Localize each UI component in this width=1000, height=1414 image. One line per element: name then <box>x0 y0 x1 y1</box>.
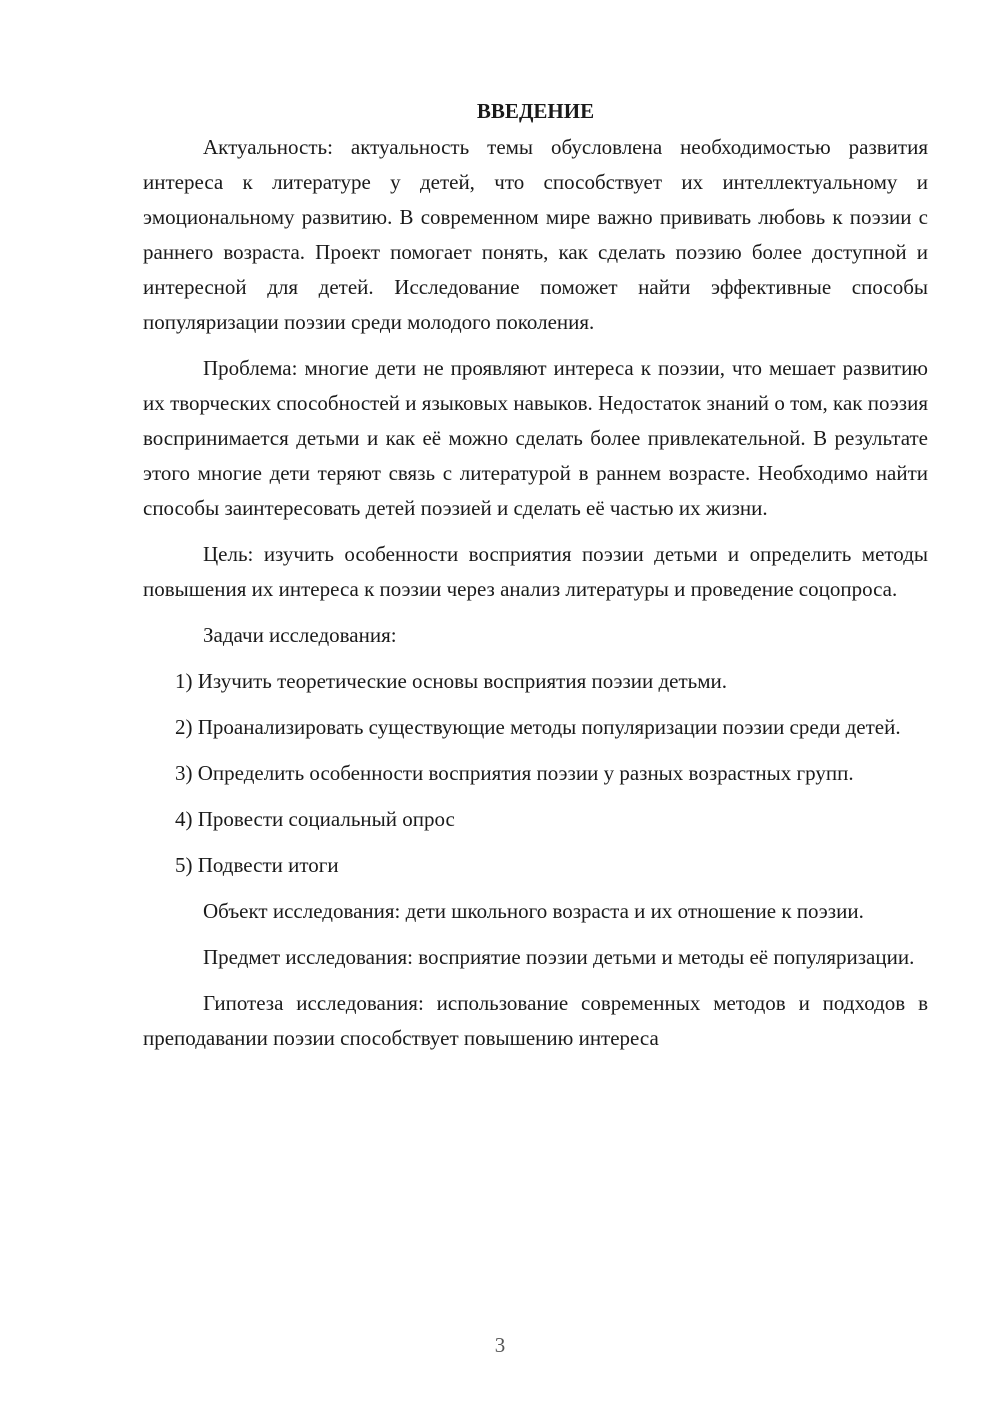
task-item-3: 3) Определить особенности восприятия поэзии у разных возрастных групп. <box>175 761 854 785</box>
object-paragraph: Объект исследования: дети школьного возраста и их отношение к поэзии. <box>203 899 864 923</box>
relevance-paragraph: Актуальность: актуальность темы обусловлена необходимостью развития интереса к литературе у детей, что способствует их интеллектуальному и эмоциональному развитию. В современном мире важно прививать любовь к поэзии с раннего возраста. Проект помогает понять, как сделать поэзию более доступной и интересной для детей. Исследование поможет найти эффективные способы популяризации поэзии среди молодого поколения. <box>143 135 928 334</box>
document-page <box>143 92 928 1056</box>
hypothesis-paragraph: Гипотеза исследования: использование современных методов и подходов в преподавании поэзии способствует повышению интереса <box>143 991 928 1050</box>
goal-paragraph: Цель: изучить особенности восприятия поэзии детьми и определить методы повышения их интереса к поэзии через анализ литературы и проведение соцопроса. <box>143 542 928 601</box>
task-item-4: 4) Провести социальный опрос <box>175 807 455 831</box>
section-title: ВВЕДЕНИЕ <box>476 99 595 123</box>
task-item-5: 5) Подвести итоги <box>175 853 339 877</box>
tasks-heading: Задачи исследования: <box>203 623 397 647</box>
subject-paragraph: Предмет исследования: восприятие поэзии детьми и методы её популяризации. <box>203 945 915 969</box>
page-number: 3 <box>494 1333 506 1357</box>
task-item-2: 2) Проанализировать существующие методы популяризации поэзии среди детей. <box>175 715 901 739</box>
problem-paragraph: Проблема: многие дети не проявляют интереса к поэзии, что мешает развитию их творческих способностей и языковых навыков. Недостаток знаний о том, как поэзия воспринимается детьми и как её можно сделать более привлекательной. В результате этого многие дети теряют связь с литературой в раннем возрасте. Необходимо найти способы заинтересовать детей поэзией и сделать её частью их жизни. <box>143 356 928 520</box>
task-item-1: 1) Изучить теоретические основы восприятия поэзии детьми. <box>175 669 728 693</box>
